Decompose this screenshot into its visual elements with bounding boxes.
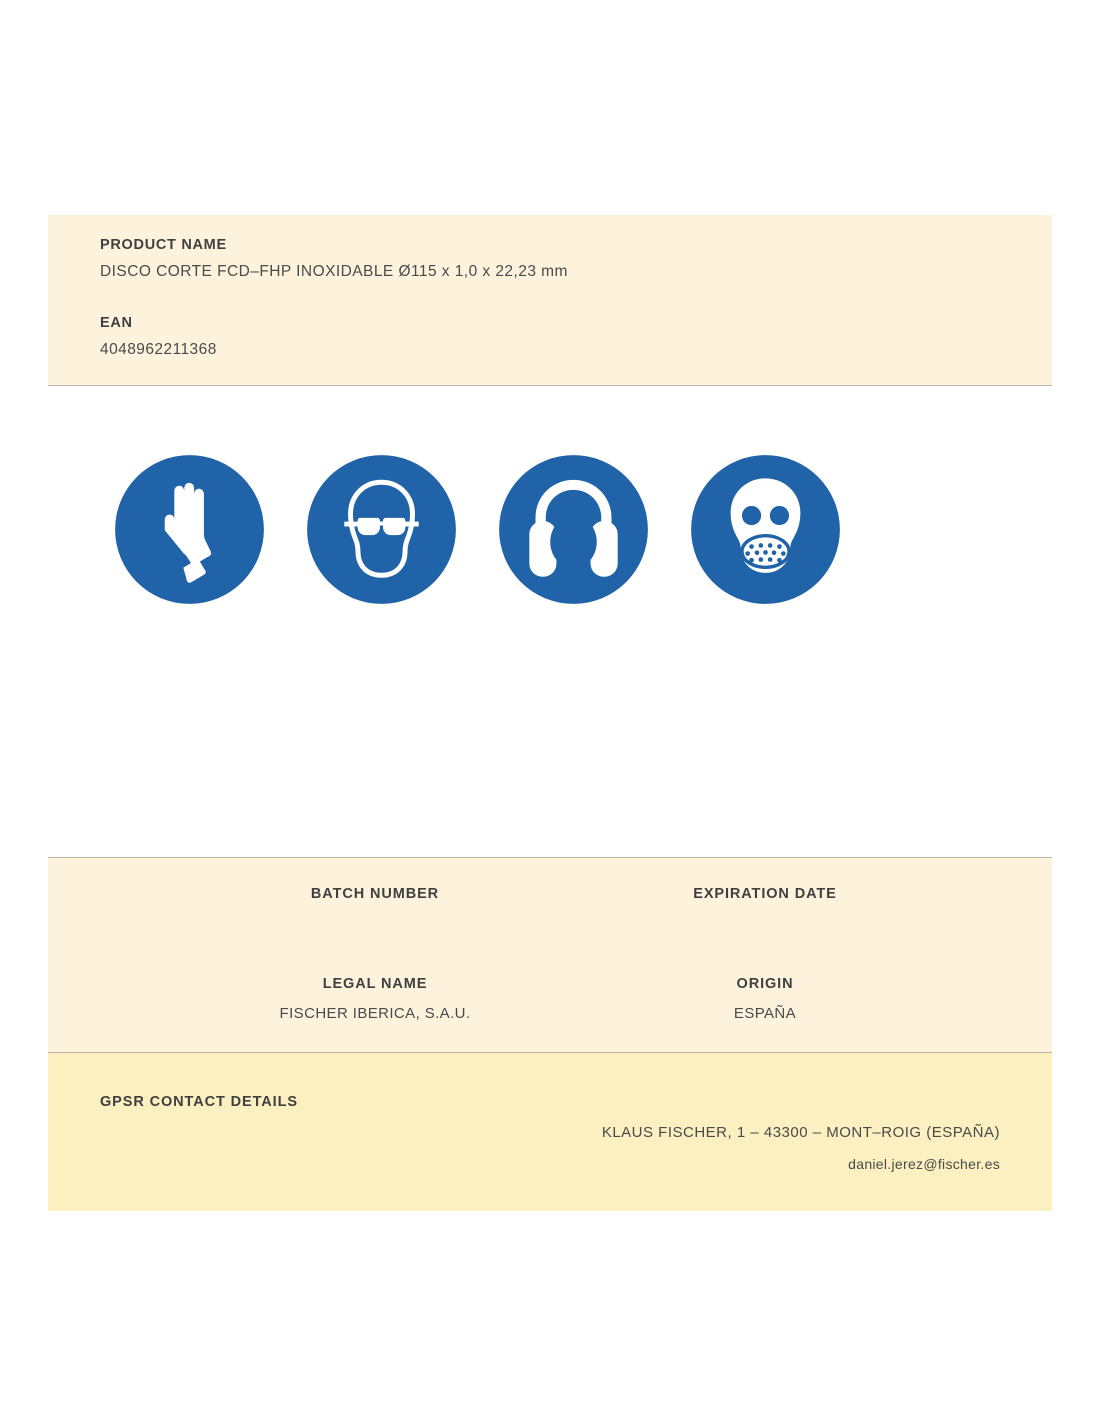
legal-name-value: FISCHER IBERICA, S.A.U. [279, 1005, 471, 1022]
expiration-date-field [620, 886, 910, 915]
wear-ear-protection-icon [496, 452, 651, 607]
ean-label: EAN [100, 315, 133, 331]
product-name-value: DISCO CORTE FCD–FHP INOXIDABLE Ø115 x 1,0 x 22,23 mm [100, 263, 568, 280]
origin-value: ESPAÑA [733, 1005, 797, 1022]
product-info-panel [48, 215, 1052, 386]
product-name-label: PRODUCT NAME [100, 237, 227, 253]
gpsr-address-value: KLAUS FISCHER, 1 – 43300 – MONT–ROIG (ESPAÑA) [601, 1124, 1000, 1141]
legal-name-field [230, 976, 520, 1022]
expiration-date-label: EXPIRATION DATE [693, 886, 837, 902]
origin-field [620, 976, 910, 1022]
gpsr-email-value: daniel.jerez@fischer.es [848, 1156, 1000, 1172]
legal-name-label: LEGAL NAME [322, 976, 428, 992]
wear-protective-gloves-icon [112, 452, 267, 607]
spacer [48, 281, 1052, 315]
wear-eye-protection-icon [304, 452, 459, 607]
origin-label: ORIGIN [736, 976, 794, 992]
batch-number-label: BATCH NUMBER [310, 886, 440, 902]
safety-pictogram-row [112, 452, 843, 607]
gpsr-contact-label: GPSR CONTACT DETAILS [100, 1094, 298, 1110]
ean-value: 4048962211368 [100, 341, 217, 358]
batch-number-field [230, 886, 520, 915]
gpsr-contact-panel [48, 1053, 1052, 1211]
traceability-grid [48, 858, 1052, 1052]
wear-respiratory-protection-icon [688, 452, 843, 607]
traceability-panel [48, 857, 1052, 1053]
